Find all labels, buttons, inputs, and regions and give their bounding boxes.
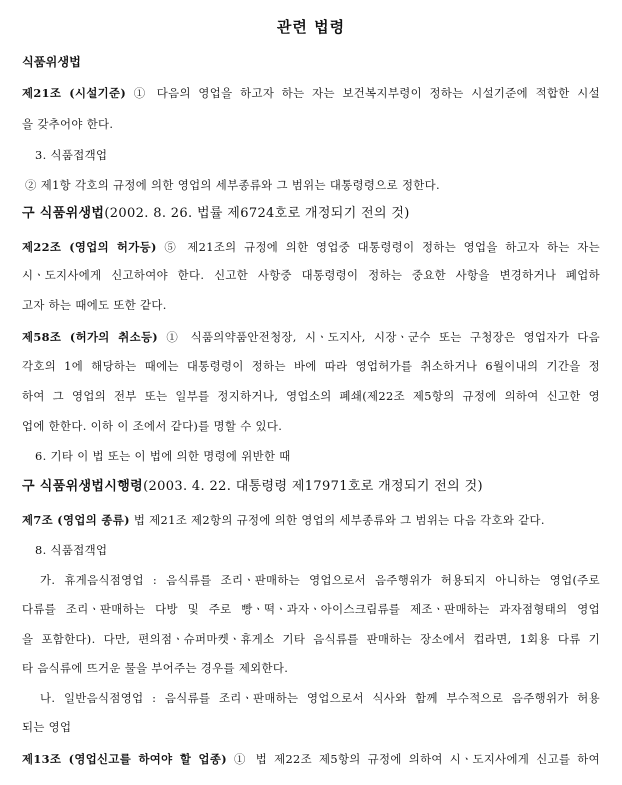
section-heading-food-act: 식품위생법 (22, 55, 81, 69)
art22-line-2: 시ㆍ도지사에게 신고하여야 한다. 신고한 사항중 대통령령이 정하는 중요한 사항을 변경하거나 폐업하 (22, 268, 600, 282)
art7-ga-line-2: 다류를 조리ㆍ판매하는 다방 및 주로 빵ㆍ떡ㆍ과자ㆍ아이스크림류를 제조ㆍ판매하는 과자점형태의 영업 (22, 602, 600, 616)
art58-item-6: 6. 기타 이 법 또는 이 법에 의한 명령에 위반한 때 (35, 449, 291, 463)
art7-line-1 (22, 513, 600, 527)
art7-ga-line-3: 을 포함한다). 다만, 편의점ㆍ슈퍼마켓ㆍ휴게소 기타 음식류를 판매하는 장소에서 컵라면, 1회용 다류 기 (22, 632, 600, 646)
art13-line-1 (22, 752, 600, 766)
art21-para-2: ② 제1항 각호의 규정에 의한 영업의 세부종류와 그 범위는 대통령령으로 정한다. (25, 178, 440, 192)
art21-text-1: ① 다음의 영업을 하고자 하는 자는 보건복지부령이 정하는 시설기준에 적합한 시설 (133, 86, 600, 100)
art58-line-3: 하여 그 영업의 전부 또는 일부를 정지하거나, 영업소의 폐쇄(제22조 제5항의 규정에 의하여 신고한 영 (22, 389, 600, 403)
art22-text-1: ⑤ 제21조의 규정에 의한 영업중 대통령령이 정하는 영업을 하고자 하는 자는 (164, 240, 600, 254)
art21-line-2: 을 갖추어야 한다. (22, 117, 114, 131)
art21-item-3: 3. 식품접객업 (35, 148, 108, 162)
art7-text-1: 법 제21조 제2항의 규정에 의한 영업의 세부종류와 그 범위는 다음 각호와 같다. (133, 513, 545, 527)
art58-line-2: 각호의 1에 해당하는 때에는 대통령령이 정하는 바에 따라 영업허가를 취소하거나 6월이내의 기간을 정 (22, 359, 600, 373)
art7-ga-line-1: 가. 휴게음식점영업 : 음식류를 조리ㆍ판매하는 영업으로서 음주행위가 허용되지 아니하는 영업(주로 (40, 573, 600, 587)
old-act-note: (2002. 8. 26. 법률 제6724호로 개정되기 전의 것) (104, 206, 410, 221)
art22-line-3: 고자 하는 때에도 또한 같다. (22, 298, 167, 312)
art22-label: 제22조 (영업의 허가등) (22, 240, 157, 254)
art58-text-1: ① 식품의약품안전청장, 시ㆍ도지사, 시장ㆍ군수 또는 구청장은 영업자가 다음 (166, 330, 600, 344)
art7-item-8: 8. 식품접객업 (35, 543, 108, 557)
old-decree-heading (22, 480, 600, 494)
old-act-label: 구 식품위생법 (22, 206, 105, 221)
old-decree-label: 구 식품위생법시행령 (22, 479, 144, 494)
old-decree-note: (2003. 4. 22. 대통령령 제17971호로 개정되기 전의 것) (143, 479, 483, 494)
art7-na-line-1: 나. 일반음식점영업 : 음식류를 조리ㆍ판매하는 영업으로서 식사와 함께 부수적으로 음주행위가 허용 (40, 691, 600, 705)
art58-line-4: 업에 한한다. 이하 이 조에서 같다)를 명할 수 있다. (22, 419, 283, 433)
art21-label: 제21조 (시설기준) (22, 86, 127, 100)
page-title: 관련 법령 (276, 18, 346, 36)
old-act-heading (22, 207, 600, 221)
art7-ga-line-4: 타 음식류에 뜨거운 물을 부어주는 경우를 제외한다. (22, 661, 289, 675)
art58-line-1 (22, 330, 600, 344)
art7-label: 제7조 (영업의 종류) (22, 513, 130, 527)
art58-label: 제58조 (허가의 취소등) (22, 330, 159, 344)
art22-line-1 (22, 240, 600, 254)
art13-text-1: ① 법 제22조 제5항의 규정에 의하여 시ㆍ도지사에게 신고를 하여 (234, 752, 601, 766)
art21-line-1 (22, 86, 600, 100)
art13-label: 제13조 (영업신고를 하여야 할 업종) (22, 752, 227, 766)
art7-na-line-2: 되는 영업 (22, 720, 72, 734)
